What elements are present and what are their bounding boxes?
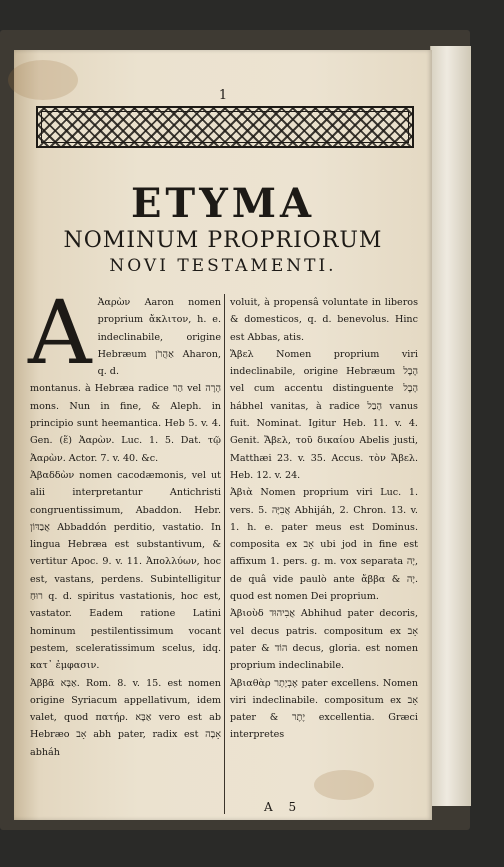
page-subtitle-secondary: NOVI TESTAMENTI.: [109, 256, 337, 276]
signature-mark: A 5: [264, 800, 303, 814]
entry-paragraph: montanus. à Hebræa radice הַר vel הָרָה mons. Nun in fine, & Aleph. in principio sunt heemantica. Heb 5. v. 4. Gen. (ἕ) Ἀαρὼν. Luc. 1. 5. Dat. τῷ Ἀαρὼν. Actor. 7. v. 40. &c.: [30, 383, 222, 464]
entry-paragraph: Ἀββᾶ אַבָּא. Rom. 8. v. 15. est nomen origine Syriacum appellativum, idem valet, quod πατήρ. אַבָּא vero est ab Hebræo אָב abh pater, radix est אָבָה abháh: [30, 677, 221, 758]
entry-paragraph: Ἀβιοὺδ אֲבִיהוּד Abhihud pater decoris, vel decus patris. compositum ex אָב pater & הוֹד decus, gloria. est nomen proprium indeclinabile.: [230, 608, 418, 672]
page-subtitle: NOMINUM PROPRIORUM: [63, 228, 383, 253]
book-page: [14, 50, 432, 820]
page-edges: [430, 46, 471, 806]
entry-paragraph: Ἄβελ Nomen proprium viri indeclinabile, origine Hebræum הֶבֶל vel cum accentu distinguente הָבֶל hábhel vanitas, à radice הָבַל vanus fuit. Nominat. Igitur Heb. 11. v. 4. Genit. Ἄβελ, τοῦ δικαίου Abelis justi, Matthæi 23. v. 35. Accus. τὸν Ἄβελ. Heb. 12. v. 24.: [230, 348, 418, 481]
ornamental-header-band: [36, 106, 414, 148]
entry-paragraph: voluit, à propensâ voluntate in liberos & domesticos, q. d. benevolus. Hinc est Abbas, atis.: [230, 297, 418, 343]
right-text-column: [230, 294, 418, 744]
entry-paragraph: Ἀβιαθὰρ אֶבְיָתָר pater excellens. Nomen viri indeclinabile. compositum ex אָב pater & יֶתֶר excellentia. Græci interpretes: [230, 677, 418, 741]
drop-capital: A: [28, 281, 92, 384]
paper-stain: [314, 770, 374, 800]
page-number: 1: [218, 88, 228, 103]
entry-paragraph: Ἀαρὼν Aaron nomen proprium ἄκλιτον, h. e. indeclinabile, origine Hebræum אַהֲרֹן Aharon, q. d.: [97, 297, 221, 378]
page-title: ETYMA: [130, 180, 316, 227]
entry-paragraph: Ἀβαδδὼν nomen cacodæmonis, vel ut alii interpretantur Antichristi congruentissimum, Abaddon. Hebr. אֲבַדּוֹן Abbaddón perditio, vastatio. In lingua Hebræa est substantivum, & vertitur Apoc. 9. v. 11. Ἀπολλύων, hoc est, vastans, perdens. Subintelligitur רוּחַ q. d. spiritus vastationis, hoc est, vastator. Eadem ratione Latini hominum pestilentissimum vocant pestem, sceleratissimum scelus, idq. κατ᾽ ἐμφασιν.: [30, 469, 221, 672]
column-divider: [224, 294, 225, 814]
left-text-column: [28, 281, 222, 761]
entry-paragraph: Ἀβιὰ Nomen proprium viri Luc. 1. vers. 5. אֲבִיָּה Abhijáh, 2. Chron. 13. v. 1. h. e. pater meus est Dominus. composita ex אָב ubi jod in fine est affixum 1. pers. g. m. vox separata יָה, de quâ vide paulò ante ἄββα & יָה. quod est nomen Dei proprium.: [230, 487, 418, 603]
